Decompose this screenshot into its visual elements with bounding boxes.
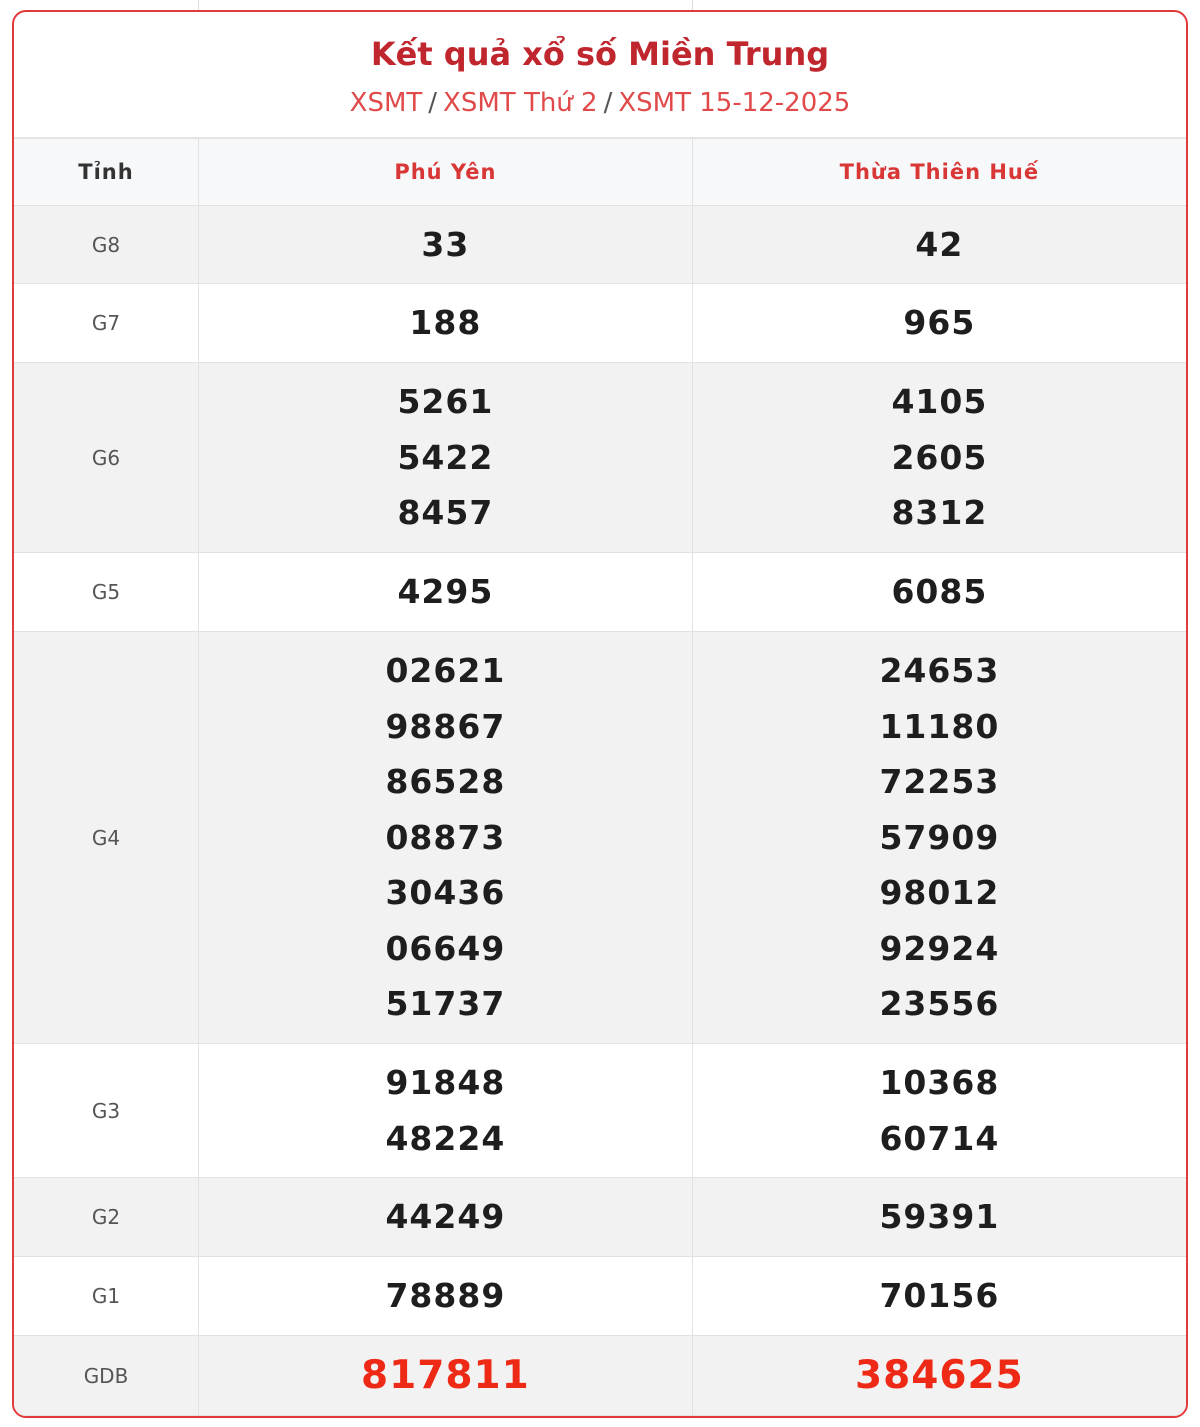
prize-number: 44249 (385, 1197, 506, 1237)
prize-number: 78889 (385, 1276, 506, 1316)
prize-number: 57909 (879, 817, 1000, 857)
prize-number: 33 (421, 224, 470, 264)
prize-number: 60714 (879, 1118, 1000, 1158)
page-title: Kết quả xổ số Miền Trung (370, 35, 830, 73)
divider (692, 0, 693, 10)
prize-cell (692, 206, 1186, 284)
prize-cell (199, 1178, 693, 1257)
prize-row-g1 (14, 1257, 1186, 1336)
prize-number: 8457 (397, 493, 494, 533)
prize-number: 98867 (385, 706, 506, 746)
prize-number: 965 (903, 303, 976, 343)
prize-label: G3 (14, 1044, 199, 1178)
province-header-phu-yen[interactable]: Phú Yên (199, 139, 693, 206)
breadcrumb-separator: / (428, 88, 438, 118)
prize-number: 23556 (879, 984, 1000, 1024)
prize-number: 5261 (397, 382, 494, 422)
prize-number: 02621 (385, 651, 506, 691)
prize-label: G5 (14, 553, 199, 632)
prize-cell (692, 1044, 1186, 1178)
prize-cell (692, 1178, 1186, 1257)
results-table (14, 138, 1186, 1416)
prize-cell (692, 284, 1186, 363)
prize-number: 08873 (385, 817, 506, 857)
breadcrumb (14, 86, 1186, 120)
prize-cell (692, 1336, 1186, 1416)
prize-cell (199, 1044, 693, 1178)
table-header-row (14, 139, 1186, 206)
divider (198, 0, 199, 10)
prize-cell (692, 1257, 1186, 1336)
province-column-header: Tỉnh (14, 139, 199, 206)
prize-row-g3 (14, 1044, 1186, 1178)
prize-cell (199, 632, 693, 1044)
prize-cell (199, 284, 693, 363)
prize-row-gdb (14, 1336, 1186, 1416)
prize-cell (199, 206, 693, 284)
province-header-thua-thien-hue[interactable]: Thừa Thiên Huế (692, 139, 1186, 206)
prize-number: 5422 (397, 437, 494, 477)
prize-number: 188 (409, 303, 482, 343)
prize-number: 8312 (891, 493, 988, 533)
prize-number: 4295 (397, 572, 494, 612)
breadcrumb-link-weekday[interactable]: XSMT Thứ 2 (443, 88, 598, 118)
breadcrumb-link-date[interactable]: XSMT 15-12-2025 (618, 88, 851, 118)
breadcrumb-separator: / (603, 88, 613, 118)
prize-number: 59391 (879, 1197, 1000, 1237)
prize-row-g4 (14, 632, 1186, 1044)
prize-cell (692, 632, 1186, 1044)
prize-row-g5 (14, 553, 1186, 632)
prize-number: 2605 (891, 437, 988, 477)
prize-cell (199, 1257, 693, 1336)
results-header (14, 12, 1186, 138)
breadcrumb-link-xsmt[interactable]: XSMT (349, 88, 423, 118)
prize-number: 86528 (385, 762, 506, 802)
prize-cell (692, 363, 1186, 553)
prize-cell (199, 553, 693, 632)
prize-number: 51737 (385, 984, 506, 1024)
prize-row-g8 (14, 206, 1186, 284)
prize-label: G6 (14, 363, 199, 553)
prize-number: 98012 (879, 873, 1000, 913)
prize-label: G4 (14, 632, 199, 1044)
prize-number: 24653 (879, 651, 1000, 691)
prize-cell (692, 553, 1186, 632)
prize-row-g2 (14, 1178, 1186, 1257)
special-prize-number: 817811 (360, 1352, 530, 1398)
special-prize-number: 384625 (854, 1352, 1024, 1398)
prize-label: G8 (14, 206, 199, 284)
prize-number: 30436 (385, 873, 506, 913)
prize-cell (199, 363, 693, 553)
prize-label: G1 (14, 1257, 199, 1336)
prize-number: 6085 (891, 572, 988, 612)
prize-number: 10368 (879, 1063, 1000, 1102)
prize-label: G2 (14, 1178, 199, 1257)
prize-number: 4105 (891, 382, 988, 422)
prize-number: 42 (915, 224, 964, 264)
prize-number: 48224 (385, 1118, 506, 1158)
prize-number: 92924 (879, 928, 1000, 968)
prize-row-g7 (14, 284, 1186, 363)
prize-row-g6 (14, 363, 1186, 553)
prize-number: 70156 (879, 1276, 1000, 1316)
prize-label: GDB (14, 1336, 199, 1416)
prize-number: 06649 (385, 928, 506, 968)
prize-number: 11180 (879, 706, 1000, 746)
prize-cell (199, 1336, 693, 1416)
prize-number: 91848 (385, 1063, 506, 1102)
prize-label: G7 (14, 284, 199, 363)
results-card (12, 10, 1188, 1418)
prize-number: 72253 (879, 762, 1000, 802)
